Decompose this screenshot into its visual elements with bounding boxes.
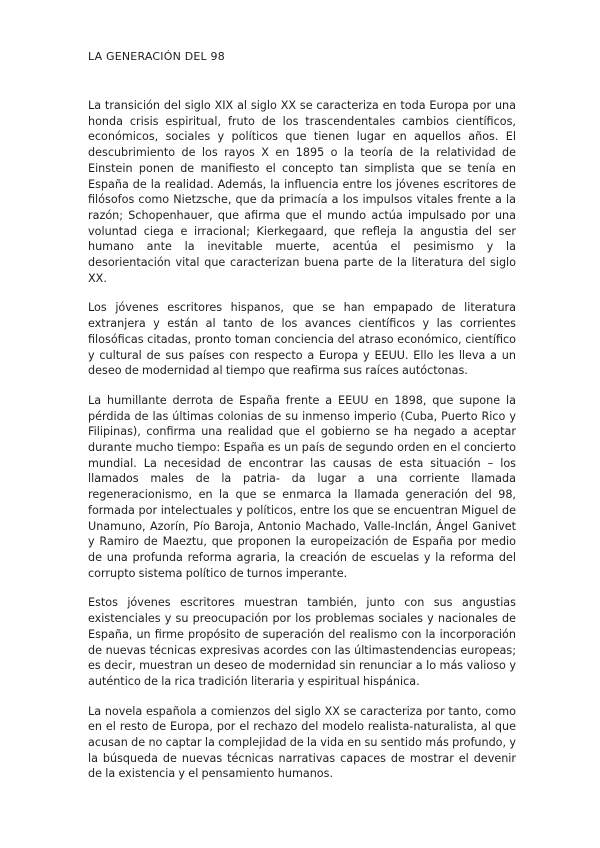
- document-body: [88, 98, 516, 796]
- paragraph-5: La novela española a comienzos del siglo XX se caracteriza por tanto, como en el resto de Europa, por el rechazo del modelo realista-naturalista, al que acusan de no captar la complejidad de la vida en su sentido más profundo, y la búsqueda de nuevas técnicas narrativas capaces de mostrar el devenir de la existencia y el pensamiento humanos.: [88, 704, 516, 781]
- paragraph-3: La humillante derrota de España frente a EEUU en 1898, que supone la pérdida de las últimas colonias de su inmenso imperio (Cuba, Puerto Rico y Filipinas), confirma una realidad que el gobierno se ha negado a aceptar durante mucho tiempo: España es un país de segundo orden en el concierto mundial. La necesidad de encontrar las causas de esta situación – los llamados males de la patria- da lugar a una corriente llamada regeneracionismo, en la que se enmarca la llamada generación del 98, formada por intelectuales y políticos, entre los que se encuentran Miguel de Unamuno, Azorín, Pío Baroja, Antonio Machado, Valle-Inclán, Ángel Ganivet y Ramiro de Maeztu, que proponen la europeización de España por medio de una profunda reforma agraria, la creación de escuelas y la reforma del corrupto sistema político de turnos imperante.: [88, 393, 516, 580]
- document-title: LA GENERACIÓN DEL 98: [88, 50, 225, 63]
- paragraph-1: La transición del siglo XIX al siglo XX se caracteriza en toda Europa por una honda crisis espiritual, fruto de los trascendentales cambios científicos, económicos, sociales y políticos que tienen lugar en aquellos años. El descubrimiento de los rayos X en 1895 o la teoría de la relatividad de Einstein ponen de manifiesto el concepto tan simplista que se tenía en España de la realidad. Además, la influencia entre los jóvenes escritores de filósofos como Nietzsche, que da primacía a los impulsos vitales frente a la razón; Schopenhauer, que afirma que el mundo actúa impulsado por una voluntad ciega e irracional; Kierkegaard, que refleja la angustia del ser humano ante la inevitable muerte, acentúa el pesimismo y la desorientación vital que caracterizan buena parte de la literatura del siglo XX.: [88, 99, 516, 285]
- paragraph-4: Estos jóvenes escritores muestran también, junto con sus angustias existenciales y su preocupación por los problemas sociales y nacionales de España, un firme propósito de superación del realismo con la incorporación de nuevas técnicas expresivas acordes con las últimastendencias europeas; es decir, muestran un deseo de modernidad sin renunciar a lo más valioso y auténtico de la rica tradición literaria y espiritual hispánica.: [88, 596, 516, 688]
- paragraph-2: Los jóvenes escritores hispanos, que se han empapado de literatura extranjera y están al tanto de los avances científicos y las corrientes filosóficas citadas, pronto toman conciencia del atraso económico, científico y cultural de sus países con respecto a Europa y EEUU. Ello les lleva a un deseo de modernidad al tiempo que reafirma sus raíces autóctonas.: [88, 301, 516, 378]
